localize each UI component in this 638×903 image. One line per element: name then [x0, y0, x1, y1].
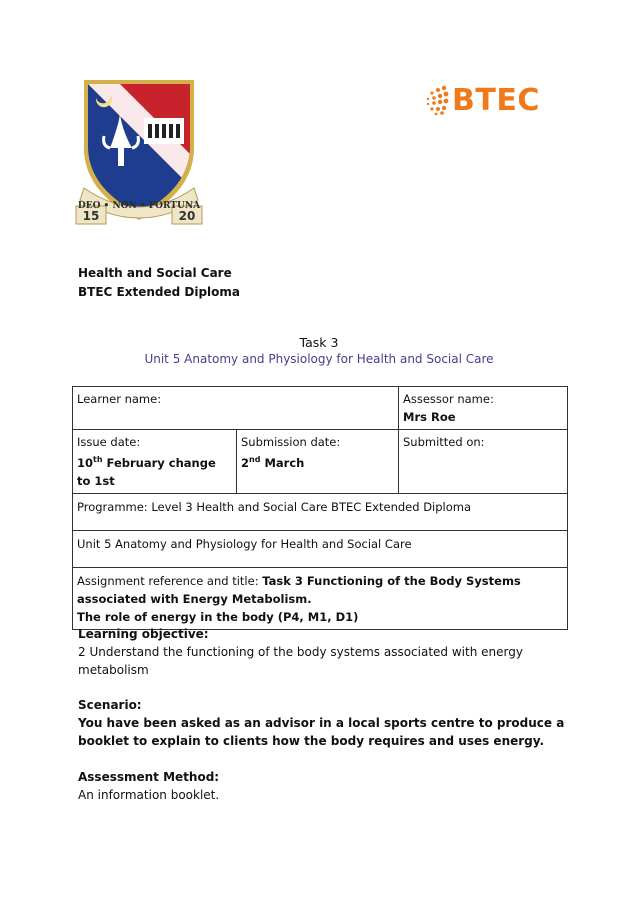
programme-cell [73, 493, 568, 530]
assessor-name-label: Assessor name: [403, 392, 494, 406]
learner-name-label: Learner name: [77, 392, 162, 406]
assessment-method-text: An information booklet. [78, 788, 220, 802]
scenario-text: You have been asked as an advisor in a local sports centre to produce a booklet to explain to clients how the body requires and uses energy. [78, 716, 565, 748]
table-row [73, 530, 568, 567]
learner-name-cell [73, 387, 399, 430]
programme-text: Programme: Level 3 Health and Social Care BTEC Extended Diploma [77, 499, 472, 514]
crest-year-left: 15 [82, 209, 100, 223]
btec-logo-text: BTEC [452, 82, 540, 118]
assignment-info-table [72, 386, 568, 630]
assignment-role: The role of energy in the body (P4, M1, D1) [77, 609, 359, 624]
crest-motto: DEO • NON • FORTUNA [77, 201, 201, 211]
assignment-cell [73, 567, 568, 629]
assessment-method-heading: Assessment Method: [78, 770, 220, 784]
school-crest-logo [74, 76, 204, 228]
assessor-name-cell [399, 387, 568, 430]
assignment-title: Assignment reference and title: Task 3 Functioning of the Body Systems associated with Energy Metabolism. [77, 573, 521, 606]
issue-date-label: Issue date: [77, 435, 141, 449]
submission-date-cell [237, 430, 399, 494]
submission-date-value: 2nd March [241, 455, 305, 470]
scenario-heading: Scenario: [78, 698, 142, 712]
btec-dots-icon [424, 84, 450, 116]
header-line-qualification: BTEC Extended Diploma [78, 285, 240, 299]
unit-text: Unit 5 Anatomy and Physiology for Health and Social Care [77, 536, 412, 551]
table-row [73, 493, 568, 530]
task-title: Task 3 [299, 335, 339, 350]
learning-objective-heading: Learning objective: [78, 627, 209, 641]
unit-cell [73, 530, 568, 567]
issue-date-cell [73, 430, 237, 494]
task-subtitle: Unit 5 Anatomy and Physiology for Health and Social Care [144, 352, 494, 366]
submitted-on-cell [399, 430, 568, 494]
learning-objective-section [78, 625, 548, 679]
table-row [73, 567, 568, 629]
submission-date-label: Submission date: [241, 435, 341, 449]
scenario-section [78, 696, 568, 750]
issue-date-value: 10th February change to 1st [77, 455, 216, 488]
submitted-on-label: Submitted on: [403, 435, 485, 449]
assessment-method-section [78, 768, 548, 804]
table-row [73, 430, 568, 494]
crest-year-right: 20 [178, 209, 196, 223]
assessor-name-value: Mrs Roe [403, 410, 456, 424]
btec-logo [424, 80, 540, 120]
learning-objective-text: 2 Understand the functioning of the body systems associated with energy metabolism [78, 645, 523, 677]
table-row [73, 387, 568, 430]
document-header [78, 264, 240, 302]
header-line-course: Health and Social Care [78, 266, 232, 280]
